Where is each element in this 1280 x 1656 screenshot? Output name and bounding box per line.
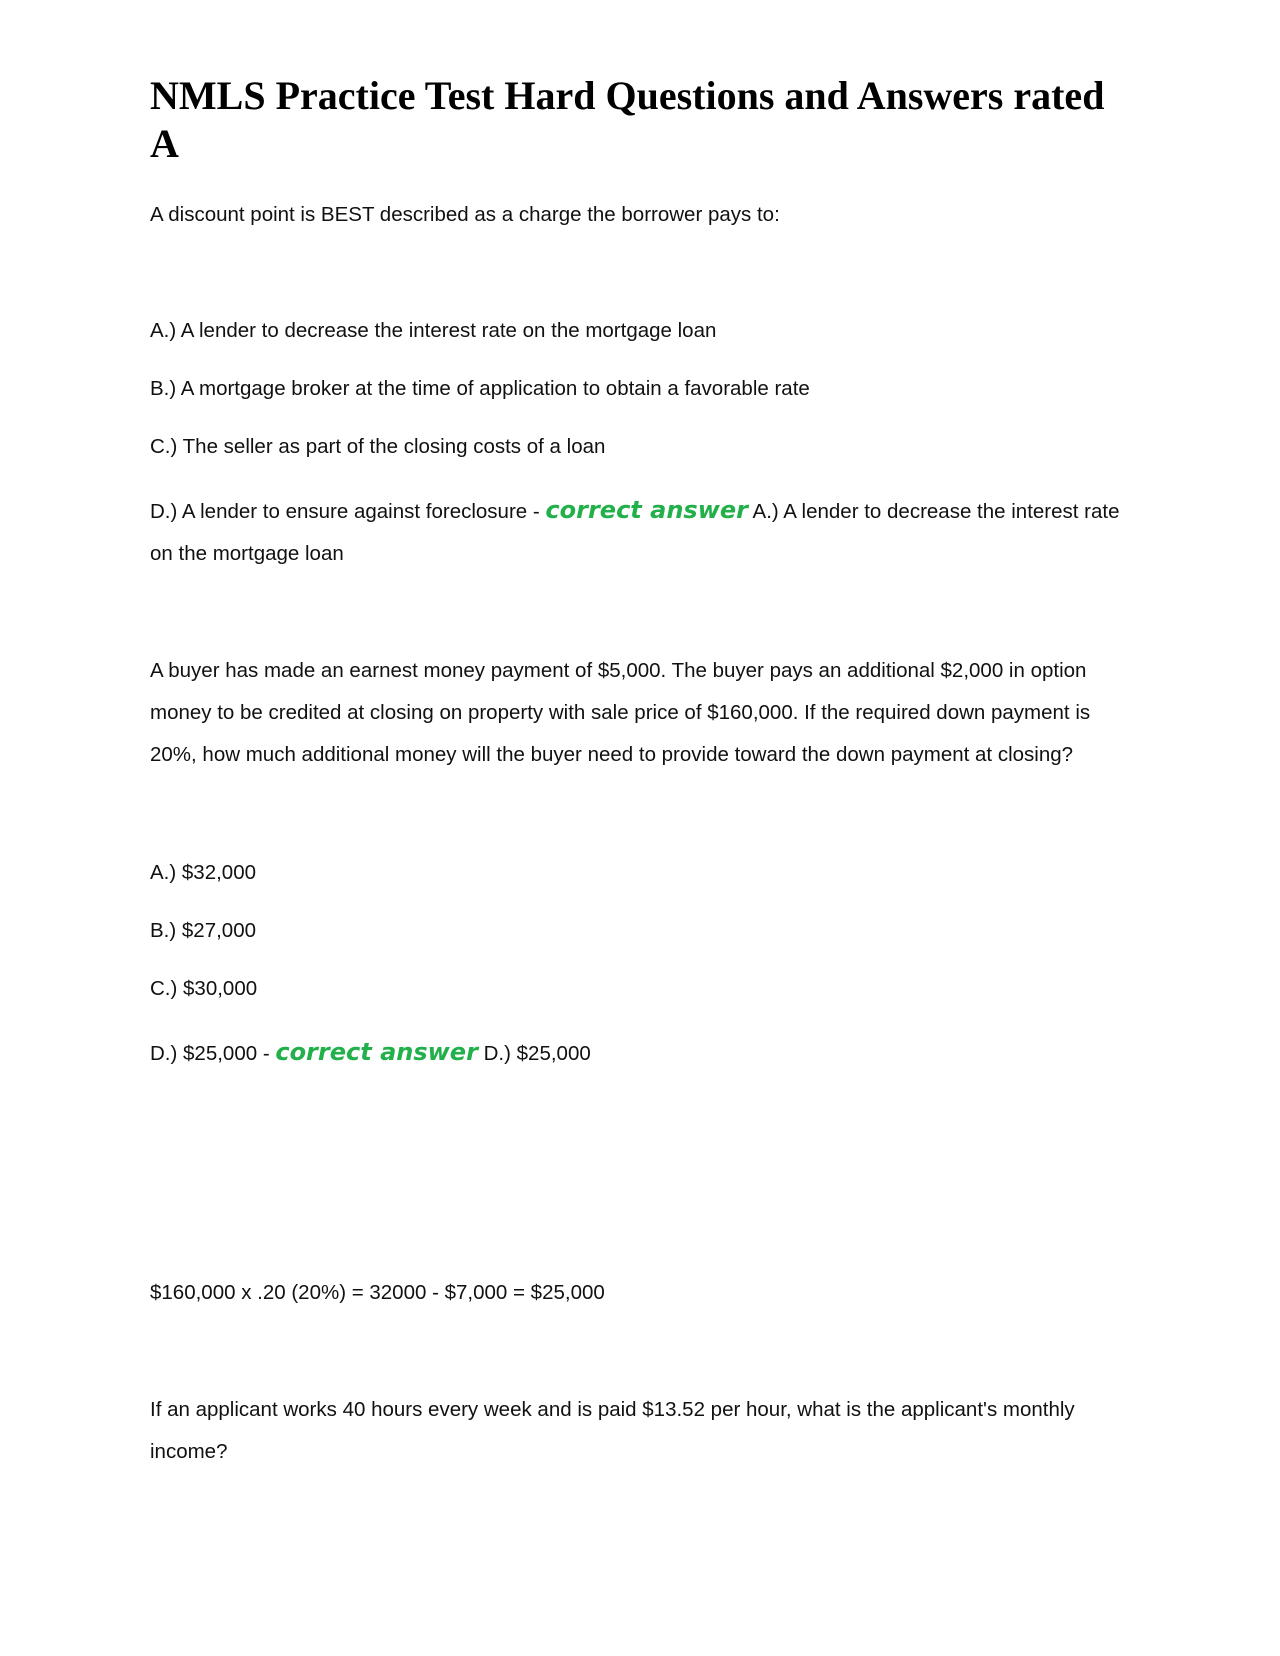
question-3-prompt: If an applicant works 40 hours every week and is paid $13.52 per hour, what is the applicant's monthly income? — [150, 1398, 1075, 1463]
question-1-option-a: A.) A lender to decrease the interest rate on the mortgage loan — [150, 319, 717, 342]
question-2-option-a: A.) $32,000 — [150, 861, 256, 884]
question-1-prompt: A discount point is BEST described as a charge the borrower pays to: — [150, 203, 780, 226]
question-2-option-d-with-answer — [150, 1031, 1135, 1075]
question-2-option-d: D.) $25,000 - — [150, 1042, 276, 1065]
question-1-option-d: D.) A lender to ensure against foreclosure - — [150, 500, 546, 523]
document-title: NMLS Practice Test Hard Questions and Answers rated A — [150, 73, 1105, 166]
question-2-answer: D.) $25,000 — [477, 1042, 591, 1065]
question-2-prompt: A buyer has made an earnest money payment of $5,000. The buyer pays an additional $2,000 in option money to be credited at closing on property with sale price of $160,000. If the required down payment is 20%, how much additional money will the buyer need to provide toward the down payment at closing? — [150, 659, 1091, 766]
question-2-option-b: B.) $27,000 — [150, 919, 256, 942]
question-1-answer: A.) A lender to decrease the interest rate on the mortgage loan — [150, 500, 1120, 565]
question-2-explanation: $160,000 x .20 (20%) = 32000 - $7,000 = $25,000 — [150, 1281, 605, 1304]
question-2-option-c: C.) $30,000 — [150, 977, 258, 1000]
question-1-option-c: C.) The seller as part of the closing costs of a loan — [150, 435, 606, 458]
question-1-option-d-with-answer — [150, 489, 1135, 575]
correct-answer-label: correct answer — [545, 496, 748, 524]
correct-answer-label: correct answer — [275, 1038, 478, 1066]
question-1-option-b: B.) A mortgage broker at the time of application to obtain a favorable rate — [150, 377, 810, 400]
